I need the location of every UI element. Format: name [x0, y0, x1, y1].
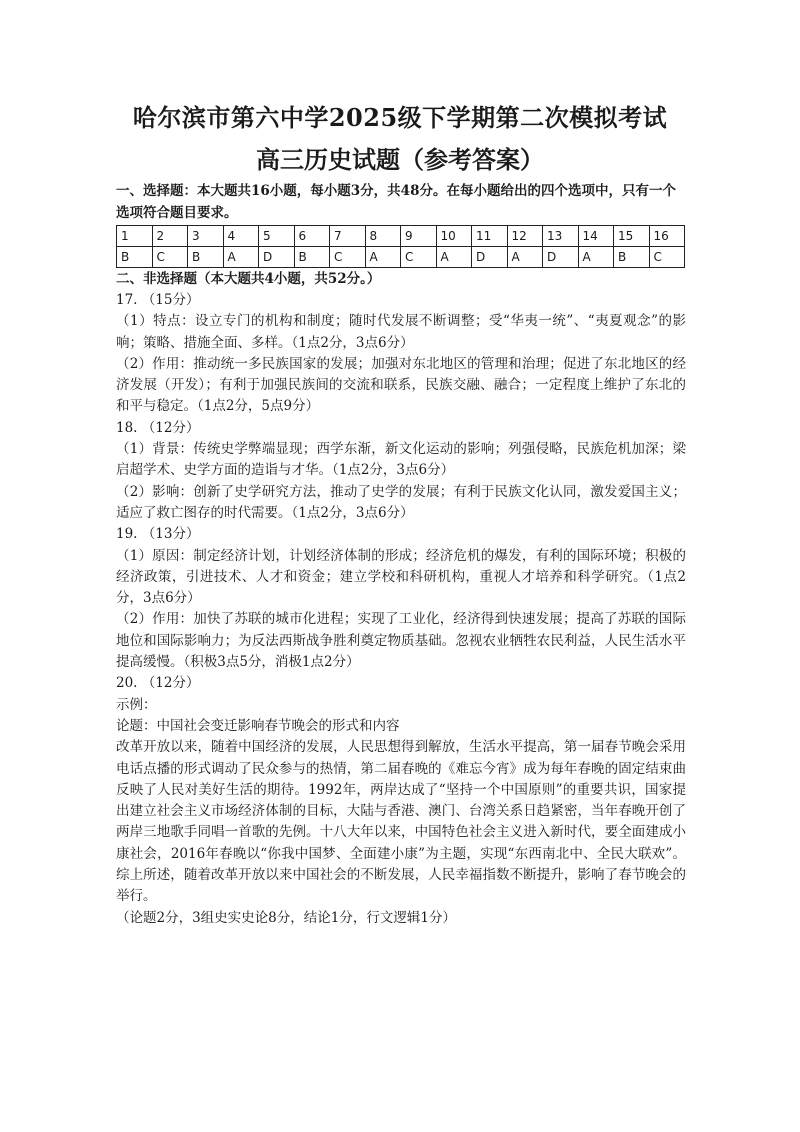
- q18-part2: （2）影响：创新了史学研究方法，推动了史学的发展；有利于民族文化认同，激发爱国主义；适应了救亡图存的时代需要。（1点2分，3点6分）: [116, 483, 686, 521]
- table-cell: A: [507, 247, 543, 268]
- table-cell: 7: [330, 226, 366, 247]
- q17-label: 17. （15分）: [116, 292, 200, 308]
- table-cell: 11: [472, 226, 508, 247]
- section2-heading: 二、非选择题（本大题共4小题，共52分。）: [116, 271, 381, 287]
- table-cell: C: [649, 247, 685, 268]
- table-cell: 3: [188, 226, 224, 247]
- q20-essay: 改革开放以来，随着中国经济的发展，人民思想得到解放，生活水平提高，第一届春节晚会采用电话点播的形式调动了民众参与的热情，第二届春晚的《难忘今宵》成为每年春晚的固定结束曲反映了人民对美好生活的期待。1992年，两岸达成了“坚持一个中国原则”的重要共识，国家提出建立社会主义市场经济体制的目标，大陆与香港、澳门、台湾关系日趋紧密，当年春晚开创了两岸三地歌手同唱一首歌的先例。十八大年以来，中国特色社会主义进入新时代，要全面建成小康社会，2016年春晚以“你我中国梦、全面建小康”为主题，实现“东西南北中、全民大联欢”。综上所述，随着改革开放以来中国社会的不断发展，人民幸福指数不断提升，影响了春节晚会的举行。: [116, 739, 686, 905]
- table-cell: D: [259, 247, 295, 268]
- q19-label: 19. （13分）: [116, 526, 200, 543]
- q20-label: 20. （12分）: [116, 675, 200, 692]
- table-cell: 1: [117, 226, 153, 247]
- section1-heading: 一、选择题：本大题共16小题，每小题3分，共48分。在每小题给出的四个选项中，只有一个选项符合题目要求。: [116, 183, 676, 221]
- q17-part2: （2）作用：推动统一多民族国家的发展；加强对东北地区的管理和治理；促进了东北地区的经济发展（开发）；有利于加强民族间的交流和联系，民族交融、融合；一定程度上维护了东北的和平与稳定。（1点2分，5点9分）: [116, 355, 686, 415]
- table-cell: 9: [401, 226, 437, 247]
- table-cell: D: [472, 247, 508, 268]
- table-cell: 13: [543, 226, 579, 247]
- q19-part1: （1）原因：制定经济计划，计划经济体制的形成；经济危机的爆发，有利的国际环境；积极的经济政策，引进技术、人才和资金；建立学校和科研机构，重视人才培养和科学研究。（1点2分，3点6分）: [116, 547, 686, 607]
- table-cell: D: [543, 247, 579, 268]
- answer-table-number-row: [117, 226, 685, 247]
- table-cell: B: [294, 247, 330, 268]
- table-cell: 8: [365, 226, 401, 247]
- answers-body: [116, 290, 686, 929]
- table-cell: A: [365, 247, 401, 268]
- q18-part1: （1）背景：传统史学弊端显现；西学东渐，新文化运动的影响；列强侵略，民族危机加深；梁启超学术、史学方面的造诣与才华。（1点2分，3点6分）: [116, 441, 686, 479]
- table-cell: B: [117, 247, 153, 268]
- table-cell: 6: [294, 226, 330, 247]
- answer-table-answer-row: [117, 247, 685, 268]
- table-cell: C: [330, 247, 366, 268]
- table-cell: 5: [259, 226, 295, 247]
- table-cell: 16: [649, 226, 685, 247]
- table-cell: A: [436, 247, 472, 268]
- page-subtitle: 高三历史试题（参考答案）: [256, 145, 544, 174]
- table-cell: A: [578, 247, 614, 268]
- table-cell: 15: [614, 226, 650, 247]
- q19-part2: （2）作用：加快了苏联的城市化进程；实现了工业化，经济得到快速发展；提高了苏联的国际地位和国际影响力；为反法西斯战争胜利奠定物质基础。忽视农业牺牲农民利益，人民生活水平提高缓慢。（积极3点5分，消极1点2分）: [116, 611, 686, 671]
- table-cell: 10: [436, 226, 472, 247]
- answer-table: [116, 225, 685, 268]
- page-title: 哈尔滨市第六中学2025级下学期第二次模拟考试: [132, 103, 668, 132]
- table-cell: 4: [223, 226, 259, 247]
- table-cell: B: [614, 247, 650, 268]
- table-cell: C: [401, 247, 437, 268]
- table-cell: B: [188, 247, 224, 268]
- q17-part1: （1）特点：设立专门的机构和制度；随时代发展不断调整；受“华夷一统”、“夷夏观念”的影响；策略、措施全面、多样。（1点2分，3点6分）: [116, 313, 686, 351]
- table-cell: 14: [578, 226, 614, 247]
- table-cell: 12: [507, 226, 543, 247]
- q20-scoring: （论题2分，3组史实史论8分，结论1分，行文逻辑1分）: [116, 909, 456, 926]
- q20-example: 示例：: [116, 696, 157, 713]
- q20-thesis: 论题：中国社会变迁影响春节晚会的形式和内容: [116, 717, 400, 734]
- table-cell: 2: [152, 226, 188, 247]
- table-cell: C: [152, 247, 188, 268]
- q18-label: 18. （12分）: [116, 419, 200, 436]
- table-cell: A: [223, 247, 259, 268]
